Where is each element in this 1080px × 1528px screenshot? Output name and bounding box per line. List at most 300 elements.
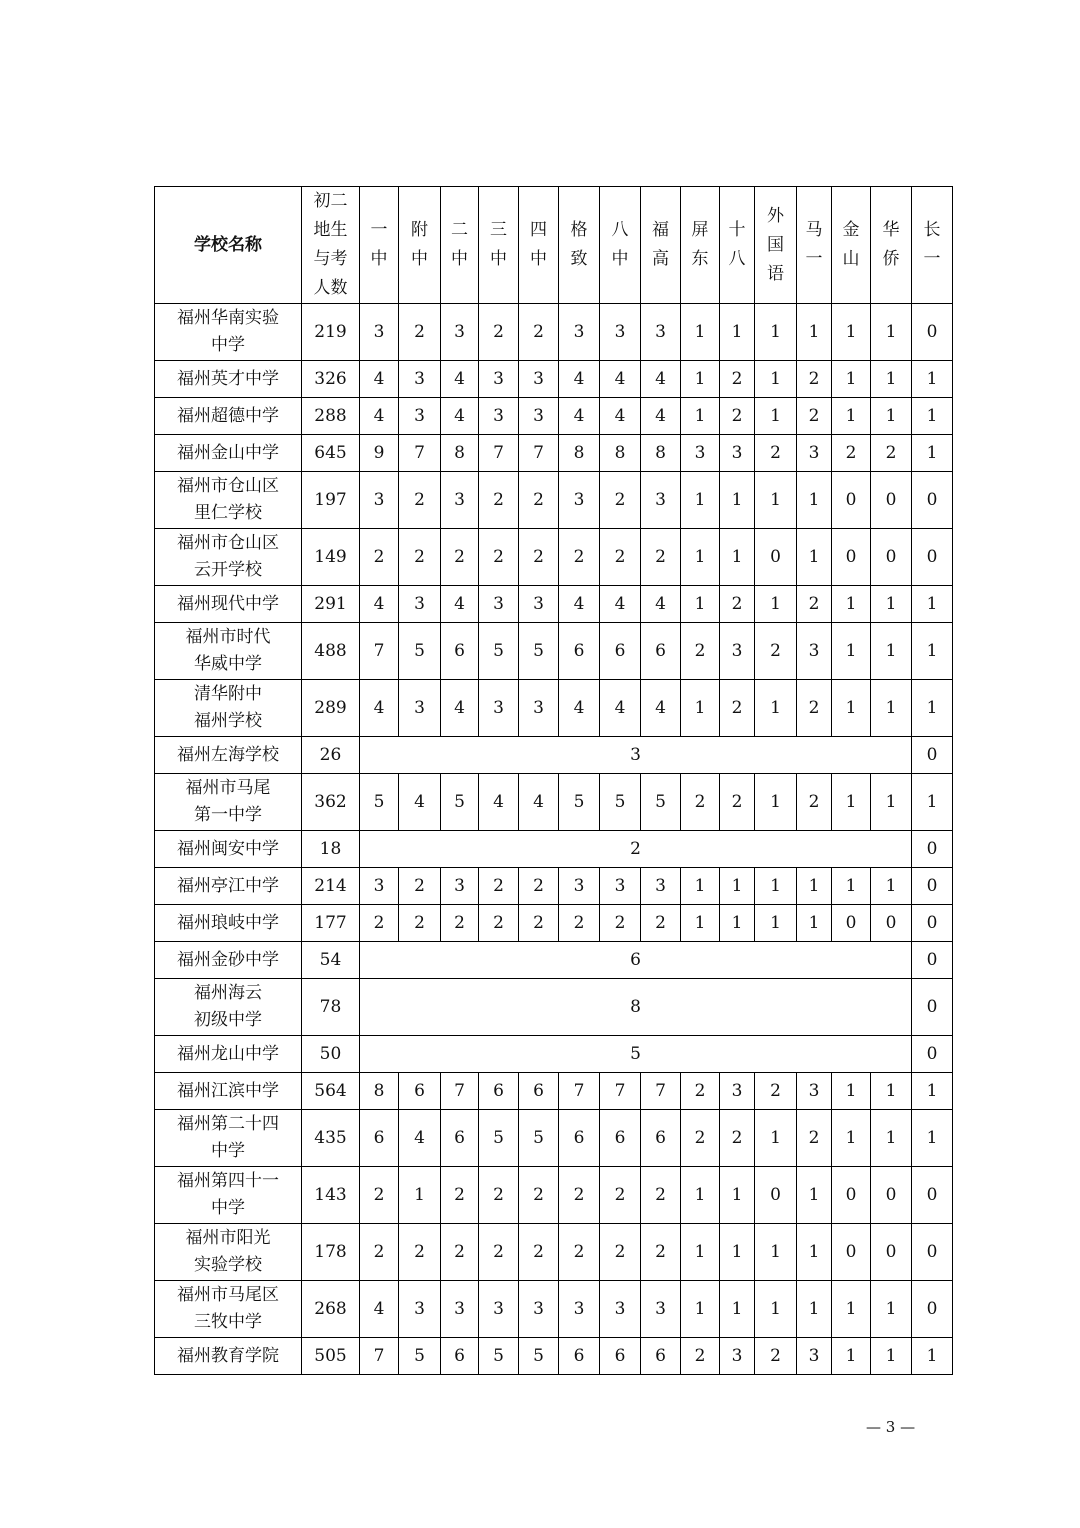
quota-cell: 3 [797, 1338, 832, 1375]
school-name-cell: 福州教育学院 [155, 1338, 302, 1375]
quota-cell: 3 [600, 868, 641, 905]
student-count-cell: 435 [302, 1110, 360, 1167]
header-school-col: 马 一 [797, 187, 832, 304]
quota-cell: 3 [600, 304, 641, 361]
quota-cell: 4 [441, 586, 479, 623]
header-student-count: 初二 地生 与考 人数 [302, 187, 360, 304]
quota-cell: 1 [755, 1110, 797, 1167]
quota-cell: 1 [832, 304, 871, 361]
quota-cell: 1 [399, 1167, 441, 1224]
quota-cell-last: 1 [912, 774, 953, 831]
student-count-cell: 18 [302, 831, 360, 868]
quota-cell: 1 [871, 868, 912, 905]
quota-cell-last: 0 [912, 737, 953, 774]
quota-cell: 1 [832, 398, 871, 435]
quota-cell: 6 [641, 623, 681, 680]
school-name-cell: 福州左海学校 [155, 737, 302, 774]
merged-quota-cell: 3 [360, 737, 912, 774]
student-count-cell: 178 [302, 1224, 360, 1281]
student-count-cell: 291 [302, 586, 360, 623]
quota-cell: 4 [559, 680, 600, 737]
quota-cell: 3 [399, 361, 441, 398]
quota-cell: 1 [832, 361, 871, 398]
quota-cell: 4 [600, 680, 641, 737]
quota-cell: 2 [720, 586, 755, 623]
header-school-col: 四 中 [519, 187, 559, 304]
quota-cell: 4 [641, 398, 681, 435]
quota-cell: 3 [641, 472, 681, 529]
quota-cell: 2 [479, 472, 519, 529]
quota-cell-last: 1 [912, 435, 953, 472]
quota-cell: 4 [600, 361, 641, 398]
quota-cell: 2 [600, 472, 641, 529]
school-name-cell: 福州英才中学 [155, 361, 302, 398]
quota-cell: 4 [641, 680, 681, 737]
student-count-cell: 289 [302, 680, 360, 737]
quota-cell: 6 [559, 1110, 600, 1167]
quota-cell: 2 [399, 304, 441, 361]
quota-cell: 4 [441, 398, 479, 435]
quota-cell: 3 [519, 1281, 559, 1338]
quota-cell: 1 [755, 361, 797, 398]
quota-cell: 1 [832, 1073, 871, 1110]
quota-cell: 2 [720, 398, 755, 435]
quota-cell: 5 [559, 774, 600, 831]
quota-cell: 1 [681, 586, 720, 623]
quota-cell: 0 [755, 1167, 797, 1224]
quota-cell: 3 [399, 680, 441, 737]
quota-cell: 0 [871, 472, 912, 529]
quota-cell: 6 [641, 1110, 681, 1167]
quota-cell: 1 [871, 1281, 912, 1338]
quota-cell: 3 [559, 472, 600, 529]
table-row [155, 905, 953, 942]
quota-cell: 6 [441, 1110, 479, 1167]
table-header-row [155, 187, 953, 304]
school-name-cell: 福州金山中学 [155, 435, 302, 472]
table-row [155, 979, 953, 1036]
quota-cell: 2 [755, 1073, 797, 1110]
quota-cell: 2 [681, 1073, 720, 1110]
quota-cell: 3 [399, 1281, 441, 1338]
table-row [155, 1036, 953, 1073]
quota-cell: 3 [360, 304, 399, 361]
header-school-col: 外 国 语 [755, 187, 797, 304]
quota-cell: 1 [720, 472, 755, 529]
quota-cell: 2 [600, 1224, 641, 1281]
quota-cell: 3 [720, 1073, 755, 1110]
school-name-cell: 福州亭江中学 [155, 868, 302, 905]
quota-cell: 3 [399, 586, 441, 623]
quota-cell: 1 [871, 361, 912, 398]
quota-cell: 8 [559, 435, 600, 472]
allocation-table [154, 186, 953, 1375]
quota-cell-last: 1 [912, 586, 953, 623]
quota-cell: 1 [681, 1224, 720, 1281]
school-name-cell: 清华附中 福州学校 [155, 680, 302, 737]
quota-cell: 3 [559, 304, 600, 361]
quota-cell: 1 [832, 774, 871, 831]
header-school-col: 一 中 [360, 187, 399, 304]
quota-cell: 1 [832, 586, 871, 623]
quota-cell: 3 [797, 435, 832, 472]
quota-cell: 0 [832, 905, 871, 942]
quota-cell: 5 [479, 1338, 519, 1375]
school-name-cell: 福州市马尾区 三牧中学 [155, 1281, 302, 1338]
school-name-cell: 福州第四十一 中学 [155, 1167, 302, 1224]
quota-cell: 1 [755, 868, 797, 905]
quota-cell: 4 [360, 680, 399, 737]
quota-cell: 2 [519, 1167, 559, 1224]
quota-cell: 6 [519, 1073, 559, 1110]
quota-cell: 2 [681, 623, 720, 680]
header-school-col: 十 八 [720, 187, 755, 304]
quota-cell: 3 [519, 680, 559, 737]
quota-cell: 3 [441, 304, 479, 361]
quota-cell: 2 [441, 529, 479, 586]
quota-cell: 2 [797, 586, 832, 623]
school-name-cell: 福州市仓山区 里仁学校 [155, 472, 302, 529]
quota-cell-last: 0 [912, 868, 953, 905]
quota-cell: 1 [720, 1281, 755, 1338]
school-name-cell: 福州江滨中学 [155, 1073, 302, 1110]
quota-cell: 2 [600, 529, 641, 586]
quota-cell: 1 [797, 1281, 832, 1338]
quota-cell: 7 [559, 1073, 600, 1110]
header-school-name: 学校名称 [155, 187, 302, 304]
quota-cell: 1 [681, 472, 720, 529]
quota-cell: 2 [479, 529, 519, 586]
quota-cell: 4 [441, 361, 479, 398]
quota-cell: 5 [479, 1110, 519, 1167]
table-row [155, 1338, 953, 1375]
quota-cell: 1 [832, 1110, 871, 1167]
quota-cell: 2 [720, 1110, 755, 1167]
quota-cell: 2 [399, 472, 441, 529]
quota-cell: 4 [559, 398, 600, 435]
quota-cell: 1 [755, 586, 797, 623]
quota-cell: 2 [360, 1167, 399, 1224]
quota-cell: 1 [871, 398, 912, 435]
quota-cell: 2 [441, 905, 479, 942]
quota-cell: 6 [399, 1073, 441, 1110]
merged-quota-cell: 6 [360, 942, 912, 979]
quota-cell: 2 [681, 774, 720, 831]
quota-cell: 3 [641, 868, 681, 905]
student-count-cell: 645 [302, 435, 360, 472]
quota-cell: 2 [519, 529, 559, 586]
quota-cell: 2 [720, 680, 755, 737]
quota-cell: 3 [641, 304, 681, 361]
quota-cell: 0 [871, 529, 912, 586]
quota-cell: 3 [479, 398, 519, 435]
quota-cell: 2 [479, 868, 519, 905]
quota-cell-last: 1 [912, 623, 953, 680]
quota-cell: 6 [479, 1073, 519, 1110]
quota-cell: 5 [519, 1338, 559, 1375]
quota-cell: 1 [755, 1224, 797, 1281]
table-row [155, 737, 953, 774]
quota-cell: 7 [441, 1073, 479, 1110]
quota-cell: 1 [681, 398, 720, 435]
quota-cell-last: 1 [912, 361, 953, 398]
student-count-cell: 143 [302, 1167, 360, 1224]
quota-cell-last: 1 [912, 1073, 953, 1110]
quota-cell: 6 [559, 623, 600, 680]
quota-cell: 1 [871, 623, 912, 680]
quota-cell: 3 [681, 435, 720, 472]
quota-cell: 2 [600, 1167, 641, 1224]
quota-cell-last: 0 [912, 905, 953, 942]
student-count-cell: 149 [302, 529, 360, 586]
quota-cell: 2 [519, 1224, 559, 1281]
quota-cell: 6 [360, 1110, 399, 1167]
quota-cell: 4 [641, 586, 681, 623]
quota-cell: 7 [600, 1073, 641, 1110]
quota-cell: 7 [479, 435, 519, 472]
header-school-col: 福 高 [641, 187, 681, 304]
quota-cell-last: 1 [912, 398, 953, 435]
quota-cell: 4 [519, 774, 559, 831]
student-count-cell: 214 [302, 868, 360, 905]
quota-cell: 0 [755, 529, 797, 586]
quota-cell: 5 [441, 774, 479, 831]
quota-cell: 2 [755, 623, 797, 680]
merged-quota-cell: 8 [360, 979, 912, 1036]
student-count-cell: 362 [302, 774, 360, 831]
quota-cell: 3 [441, 472, 479, 529]
quota-cell: 2 [641, 1224, 681, 1281]
quota-cell: 3 [479, 1281, 519, 1338]
quota-cell: 6 [641, 1338, 681, 1375]
quota-cell-last: 0 [912, 1281, 953, 1338]
quota-cell: 2 [479, 1167, 519, 1224]
quota-cell: 2 [559, 529, 600, 586]
quota-cell: 2 [832, 435, 871, 472]
quota-cell-last: 1 [912, 680, 953, 737]
quota-cell: 2 [441, 1224, 479, 1281]
quota-cell: 2 [519, 472, 559, 529]
school-name-cell: 福州市阳光 实验学校 [155, 1224, 302, 1281]
page-number: — 3 — [866, 1418, 916, 1436]
quota-cell: 2 [720, 774, 755, 831]
quota-cell: 0 [832, 472, 871, 529]
quota-cell: 2 [399, 1224, 441, 1281]
table-row [155, 1167, 953, 1224]
quota-cell: 1 [797, 1224, 832, 1281]
quota-cell: 8 [600, 435, 641, 472]
student-count-cell: 288 [302, 398, 360, 435]
quota-cell: 3 [399, 398, 441, 435]
quota-cell-last: 0 [912, 529, 953, 586]
quota-cell: 3 [441, 1281, 479, 1338]
quota-cell: 1 [871, 1110, 912, 1167]
quota-cell: 2 [519, 868, 559, 905]
quota-cell: 1 [681, 361, 720, 398]
table-row [155, 1073, 953, 1110]
student-count-cell: 219 [302, 304, 360, 361]
quota-cell: 0 [871, 1224, 912, 1281]
quota-cell: 3 [720, 435, 755, 472]
school-name-cell: 福州龙山中学 [155, 1036, 302, 1073]
quota-cell: 3 [720, 1338, 755, 1375]
quota-cell: 1 [871, 586, 912, 623]
quota-cell: 2 [797, 774, 832, 831]
student-count-cell: 78 [302, 979, 360, 1036]
table-body [155, 304, 953, 1375]
quota-cell: 1 [720, 905, 755, 942]
table-row [155, 1281, 953, 1338]
quota-cell: 1 [797, 868, 832, 905]
quota-cell-last: 0 [912, 1167, 953, 1224]
quota-cell: 8 [441, 435, 479, 472]
quota-cell: 1 [755, 304, 797, 361]
quota-cell-last: 0 [912, 304, 953, 361]
quota-cell: 2 [559, 1224, 600, 1281]
quota-cell-last: 0 [912, 831, 953, 868]
quota-cell: 7 [641, 1073, 681, 1110]
quota-cell: 5 [479, 623, 519, 680]
quota-cell: 6 [441, 623, 479, 680]
merged-quota-cell: 5 [360, 1036, 912, 1073]
quota-cell: 2 [641, 529, 681, 586]
quota-cell: 4 [399, 1110, 441, 1167]
quota-cell: 1 [755, 680, 797, 737]
quota-cell: 2 [479, 905, 519, 942]
quota-cell: 2 [755, 1338, 797, 1375]
table-row [155, 435, 953, 472]
quota-cell: 2 [441, 1167, 479, 1224]
quota-cell: 1 [832, 623, 871, 680]
quota-cell: 2 [479, 1224, 519, 1281]
quota-cell: 3 [720, 623, 755, 680]
quota-cell: 9 [360, 435, 399, 472]
header-school-col: 附 中 [399, 187, 441, 304]
quota-cell: 3 [519, 398, 559, 435]
table-row [155, 304, 953, 361]
quota-cell: 2 [399, 905, 441, 942]
quota-cell: 2 [681, 1338, 720, 1375]
student-count-cell: 197 [302, 472, 360, 529]
quota-cell: 4 [360, 586, 399, 623]
header-school-col: 华 侨 [871, 187, 912, 304]
quota-cell: 1 [681, 529, 720, 586]
quota-cell: 3 [600, 1281, 641, 1338]
quota-cell: 2 [797, 680, 832, 737]
quota-cell: 2 [360, 1224, 399, 1281]
quota-cell: 1 [755, 905, 797, 942]
quota-cell: 8 [641, 435, 681, 472]
quota-cell: 1 [755, 774, 797, 831]
quota-cell: 6 [559, 1338, 600, 1375]
school-name-cell: 福州市时代 华威中学 [155, 623, 302, 680]
quota-cell: 2 [641, 1167, 681, 1224]
quota-cell: 2 [797, 398, 832, 435]
quota-cell: 1 [755, 472, 797, 529]
quota-cell: 4 [360, 361, 399, 398]
quota-cell: 2 [720, 361, 755, 398]
student-count-cell: 26 [302, 737, 360, 774]
student-count-cell: 505 [302, 1338, 360, 1375]
quota-cell: 2 [871, 435, 912, 472]
quota-cell: 2 [797, 361, 832, 398]
quota-cell: 1 [871, 680, 912, 737]
quota-cell: 5 [600, 774, 641, 831]
quota-cell: 2 [479, 304, 519, 361]
quota-cell: 1 [832, 680, 871, 737]
quota-cell: 3 [797, 1073, 832, 1110]
header-school-col: 屏 东 [681, 187, 720, 304]
quota-cell-last: 0 [912, 472, 953, 529]
quota-cell: 4 [559, 586, 600, 623]
quota-cell: 1 [797, 1167, 832, 1224]
table-row [155, 1224, 953, 1281]
quota-cell: 2 [755, 435, 797, 472]
quota-cell: 2 [519, 905, 559, 942]
table-row [155, 774, 953, 831]
quota-cell: 4 [600, 586, 641, 623]
quota-cell: 2 [641, 905, 681, 942]
table-row [155, 831, 953, 868]
quota-cell: 5 [399, 1338, 441, 1375]
quota-cell: 4 [360, 1281, 399, 1338]
quota-cell: 1 [832, 868, 871, 905]
quota-cell: 3 [797, 623, 832, 680]
quota-cell: 3 [519, 586, 559, 623]
quota-cell: 6 [600, 1338, 641, 1375]
quota-cell: 4 [479, 774, 519, 831]
quota-cell: 6 [600, 623, 641, 680]
quota-cell: 2 [559, 1167, 600, 1224]
quota-cell: 3 [441, 868, 479, 905]
quota-cell: 3 [479, 361, 519, 398]
quota-cell: 0 [832, 529, 871, 586]
quota-cell-last: 0 [912, 979, 953, 1036]
quota-cell: 1 [755, 398, 797, 435]
header-school-col: 长 一 [912, 187, 953, 304]
quota-cell-last: 0 [912, 942, 953, 979]
quota-cell: 4 [641, 361, 681, 398]
quota-cell: 5 [360, 774, 399, 831]
quota-cell: 2 [399, 529, 441, 586]
quota-cell-last: 1 [912, 1110, 953, 1167]
quota-cell: 1 [720, 868, 755, 905]
quota-cell: 3 [519, 361, 559, 398]
school-name-cell: 福州华南实验 中学 [155, 304, 302, 361]
quota-cell-last: 1 [912, 1338, 953, 1375]
quota-cell: 1 [681, 868, 720, 905]
quota-cell: 3 [559, 868, 600, 905]
quota-cell: 1 [797, 905, 832, 942]
quota-cell: 4 [600, 398, 641, 435]
table-row [155, 680, 953, 737]
quota-cell: 0 [871, 905, 912, 942]
student-count-cell: 564 [302, 1073, 360, 1110]
student-count-cell: 268 [302, 1281, 360, 1338]
quota-cell: 0 [871, 1167, 912, 1224]
quota-cell: 5 [399, 623, 441, 680]
quota-cell: 1 [797, 472, 832, 529]
merged-quota-cell: 2 [360, 831, 912, 868]
quota-cell: 1 [681, 304, 720, 361]
quota-cell: 1 [720, 304, 755, 361]
quota-cell: 1 [681, 680, 720, 737]
quota-cell: 1 [797, 529, 832, 586]
quota-cell: 2 [519, 304, 559, 361]
table-row [155, 942, 953, 979]
school-name-cell: 福州金砂中学 [155, 942, 302, 979]
quota-cell-last: 0 [912, 1036, 953, 1073]
